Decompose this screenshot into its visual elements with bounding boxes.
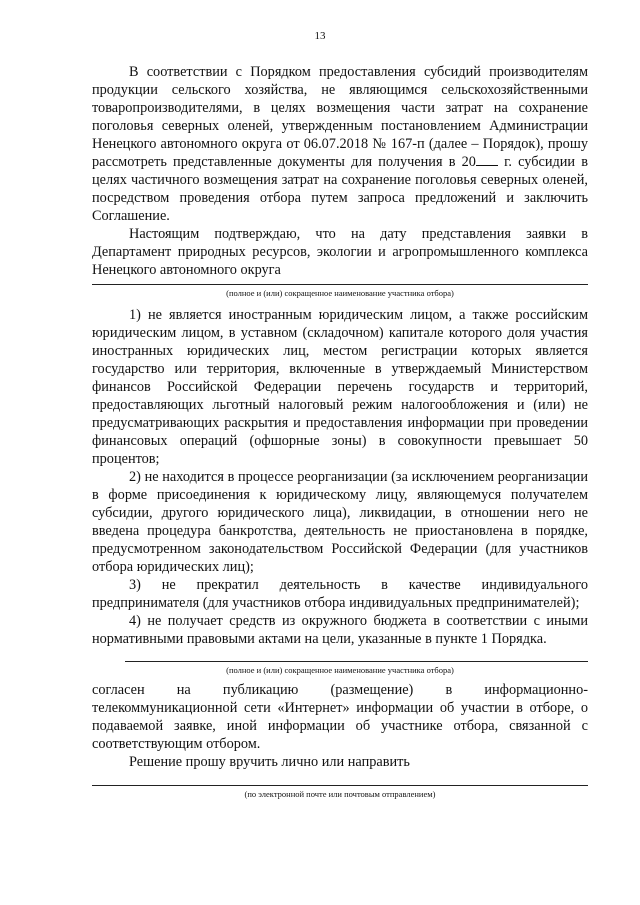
participant-name-caption-2: (полное и (или) сокращенное наименование участника отбора): [226, 665, 454, 675]
consent-section: [92, 681, 588, 771]
participant-name-caption: (полное и (или) сокращенное наименование участника отбора): [226, 288, 454, 298]
participant-name-line[interactable]: [92, 284, 588, 285]
page-number: 13: [314, 30, 326, 42]
year-blank-field[interactable]: [476, 153, 498, 166]
decision-paragraph: Решение прошу вручить лично или направить: [129, 754, 410, 770]
condition-item: 4) не получает средств из окружного бюджета в соответствии с иными нормативными правовыми актами на цели, указанные в пункте 1 Порядка.: [92, 613, 588, 647]
participant-name-line-2[interactable]: [125, 661, 588, 662]
condition-item: 3) не прекратил деятельность в качестве индивидуального предпринимателя (для участников отбора индивидуальных предпринимателей);: [92, 577, 588, 611]
condition-item: 2) не находится в процессе реорганизации (за исключением реорганизации в форме присоединения к юридическому лицу, являющемуся получателем субсидии, другого юридического лица), ликвидации, в отношении него не введена процедура банкротства, деятельность не приостановлена в порядке, предусмотренном законодательством Российской Федерации (для участников отбора юридических лиц);: [92, 469, 588, 575]
delivery-method-caption: (по электронной почте или почтовым отправлением): [244, 789, 436, 799]
intro-paragraph: [92, 63, 588, 225]
delivery-method-line[interactable]: [92, 785, 588, 786]
condition-item: 1) не является иностранным юридическим лицом, а также российским юридическим лицом, в уставном (складочном) капитале которого доля участия иностранных юридических лиц, местом регистрации которых является государство или территория, включенные в утверждаемый Министерством финансов Российской Федерации перечень государств и территорий, предоставляющих льготный налоговый режим налогообложения и (или) не предусматривающих раскрытия и предоставления информации при проведении финансовых операций (офшорные зоны) в совокупности превышает 50 процентов;: [92, 307, 588, 467]
intro-text-after-blank: г. субсидии в целях частичного возмещения затрат на сохранение поголовья северных оленей, посредством проведения отбора путем запроса предложений и заключить Соглашение.: [92, 154, 589, 224]
conditions-list: [92, 306, 588, 648]
consent-paragraph: согласен на публикацию (размещение) в информационно-телекоммуникационной сети «Интернет» информации об участии в отборе, о подаваемой заявке, иной информации об участнике отбора, связанной с соответствующим отбором.: [92, 682, 588, 752]
confirm-paragraph: Настоящим подтверждаю, что на дату представления заявки в Департамент природных ресурсов, экологии и агропромышленного комплекса Ненецкого автономного округа: [92, 226, 588, 278]
intro-section: [92, 63, 588, 279]
intro-text-before-blank: В соответствии с Порядком предоставления субсидий производителям продукции сельского хозяйства, не являющимся сельскохозяйственными товаропроизводителями, в целях возмещения части затрат на сохранение поголовья северных оленей, утвержденным постановлением Администрации Ненецкого автономного округа от 06.07.2018 № 167-п (далее – Порядок), прошу рассмотреть представленные документы для получения в 20: [92, 64, 588, 170]
